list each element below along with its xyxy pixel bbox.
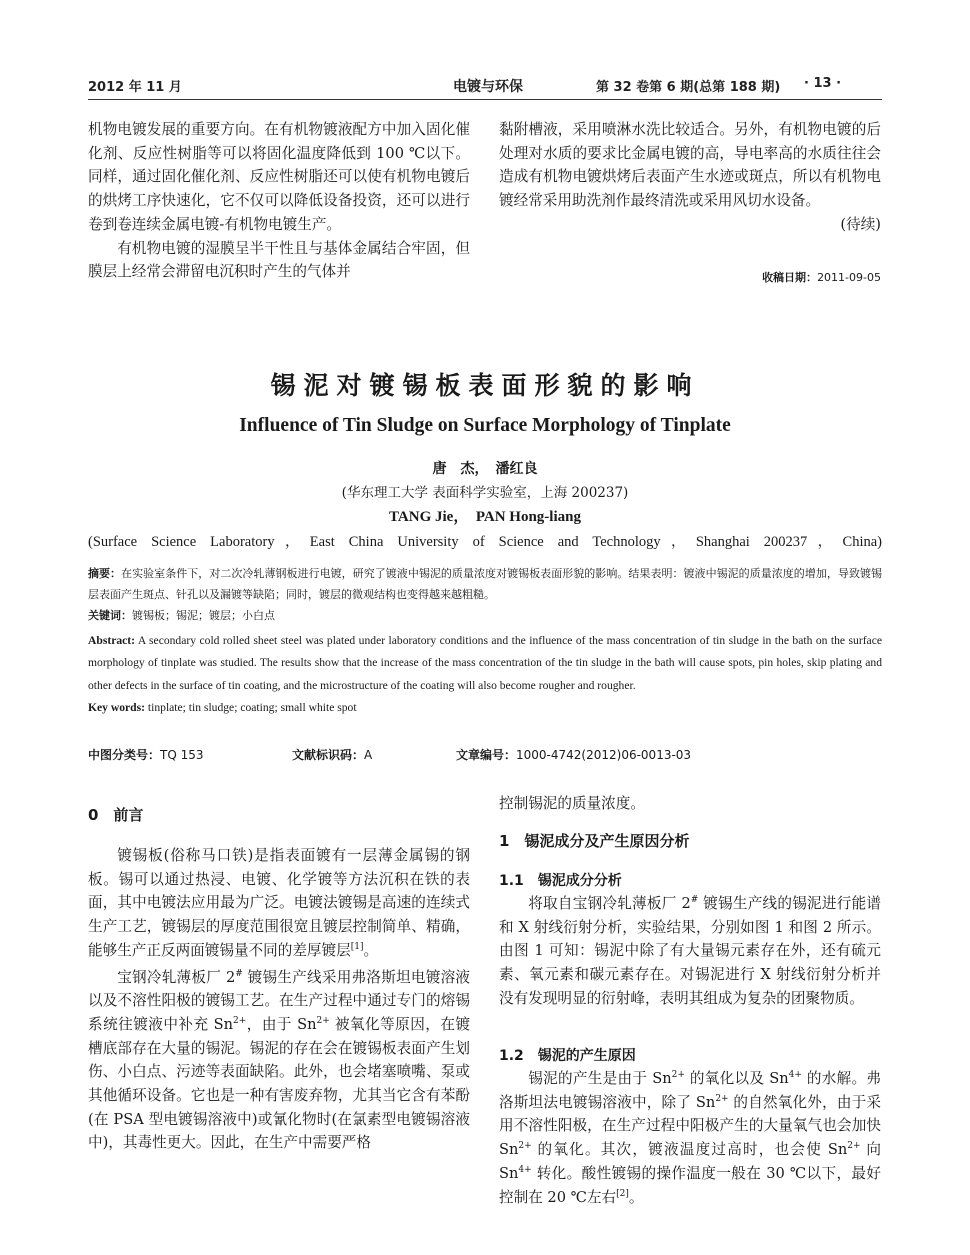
doc-code-value: A bbox=[364, 748, 373, 762]
section-0-paragraph-1 bbox=[88, 844, 470, 963]
article-no-value: 1000-4742(2012)06-0013-03 bbox=[516, 748, 692, 762]
section-1-2-heading: 1.2 锡泥的产生原因 bbox=[499, 1048, 636, 1064]
abstract-cn-text: 在实验室条件下，对二次冷轧薄钢板进行电镀，研究了镀液中锡泥的质量浓度对镀锡板表面形貌的影响。结果表明：镀液中锡泥的质量浓度的增加，导致镀锡层表面产生斑点、针孔以及漏镀等缺陷；同时，镀层的微观结构也变得越来越粗糙。 bbox=[88, 567, 883, 601]
section-1-1-heading: 1.1 锡泥成分分析 bbox=[499, 873, 622, 889]
s0-p2a: 宝钢冷轧薄板厂 2 bbox=[117, 968, 236, 986]
prev-article-right-column bbox=[499, 118, 881, 237]
clc-value: TQ 153 bbox=[160, 748, 204, 762]
abstract-en-text: A secondary cold rolled sheet steel was plated under laboratory conditions and the influence of the mass concentration of tin sludge in the bath on the surface morphology of tinplate was studied. The results show that the increase of the mass concentration of the tin sludge in the bath will cause spots, pin holes, skip plating and other defects in the surface of tin coating, and the microstructure of the coating will also become rougher and rougher. bbox=[88, 634, 882, 692]
received-label: 收稿日期： bbox=[762, 271, 818, 284]
received-date: 2011-09-05 bbox=[817, 271, 881, 284]
s12-sup6: 4+ bbox=[518, 1164, 532, 1175]
header-page: · 13 · bbox=[804, 76, 842, 91]
abstract-cn bbox=[88, 563, 882, 605]
keywords-en-text: tinplate; tin sludge; coating; small white spot bbox=[147, 700, 357, 714]
section-1-2-body bbox=[499, 1067, 881, 1209]
article-no-label: 文章编号： bbox=[456, 748, 517, 762]
received-date-line bbox=[750, 269, 881, 285]
s12-sup4: 2+ bbox=[518, 1141, 532, 1152]
s12-a: 锡泥的产生是由于 Sn bbox=[528, 1070, 672, 1087]
s12-c: 的水解。弗洛斯坦法电镀锡溶液中，除了 Sn bbox=[499, 1070, 882, 1111]
abstract-en-block bbox=[88, 630, 882, 719]
s12-g: 转化。酸性镀锡的操作温度一般在 30 ℃以下，最好控制在 20 ℃左右 bbox=[499, 1164, 881, 1206]
abstract-en-label: Abstract: bbox=[88, 634, 136, 647]
header-volume: 第 32 卷第 6 期(总第 188 期) bbox=[596, 80, 781, 95]
s12-e: 的氧化。其次，镀液温度过高时，也会使 Sn bbox=[531, 1141, 848, 1159]
prev-left-paragraph-1: 机物电镀发展的重要方向。在有机物镀液配方中加入固化催化剂、反应性树脂等可以将固化温度降低到 100 ℃以下。同样，通过固化催化剂、反应性树脂还可以使有机物电镀后的烘烤工序快速化，它不仅可以降低设备投资，还可以进行卷到卷连续金属电镀-有机物电镀生产。 bbox=[88, 121, 470, 233]
abstract-cn-block bbox=[88, 563, 882, 626]
section-1-2-paragraph bbox=[499, 1067, 881, 1209]
authors-en: TANG Jie， PAN Hong-liang bbox=[389, 509, 581, 525]
s12-b: 的氧化以及 Sn bbox=[684, 1070, 789, 1087]
keywords-cn-text: 镀锡板；锡泥；镀层；小白点 bbox=[132, 609, 275, 622]
s0-p1-text: 镀锡板(俗称马口铁)是指表面镀有一层薄金属锡的钢板。锡可以通过热浸、电镀、化学镀等方法沉积在铁的表面，其中电镀法应用最为广泛。电镀法镀锡是高速的连续式生产工艺，镀锡层的厚度范围很宽且镀层控制简单、精确，能够生产正反两面镀锡量不同的差厚镀层 bbox=[88, 847, 470, 959]
doc-code-label: 文献标识码： bbox=[292, 748, 365, 762]
section-1-1-body bbox=[499, 892, 881, 1011]
article-title-en: Influence of Tin Sludge on Surface Morphology of Tinplate bbox=[239, 415, 731, 436]
keywords-cn-label: 关键词： bbox=[88, 609, 132, 622]
s11-b: 镀锡生产线的锡泥进行能谱和 X 射线衍射分析，实验结果，分别如图 1 和图 2 所示。由图 1 可知：锡泥中除了有大量锡元素存在外，还有硫元素、氧元素和碳元素存在。对锡泥进行 X 射线衍射分析并没有发现明显的衍射峰，表明其组成为复杂的团聚物质。 bbox=[499, 895, 881, 1007]
s12-ref: [2] bbox=[616, 1188, 629, 1199]
clc-line bbox=[88, 746, 204, 763]
keywords-en bbox=[88, 697, 882, 719]
s11-sup: # bbox=[690, 895, 699, 906]
s0-p2-sup1: # bbox=[235, 968, 243, 979]
prev-article-left-column bbox=[88, 118, 470, 284]
abstract-cn-label: 摘要： bbox=[88, 567, 122, 580]
keywords-en-label: Key words: bbox=[88, 700, 145, 714]
prev-right-paragraph-1: 黏附槽液，采用喷淋水洗比较适合。另外，有机物电镀的后处理对水质的要求比金属电镀的高，导电率高的水质往往会造成有机物电镀烘烤后表面产生水迹或斑点，所以有机物电镀经常采用助洗剂作最终清洗或采用风切水设备。 bbox=[499, 121, 881, 210]
s12-sup3: 2+ bbox=[715, 1093, 729, 1104]
section-1-heading: 1 锡泥成分及产生原因分析 bbox=[499, 832, 690, 850]
s12-d: 的自然氧化外，由于采用不溶性阳极，在生产过程中阳极产生的大量氧气也会加快 Sn bbox=[499, 1093, 881, 1159]
article-title-cn: 锡泥对镀锡板表面形貌的影响 bbox=[270, 371, 700, 400]
s11-a: 将取自宝钢冷轧薄板厂 2 bbox=[528, 895, 691, 912]
s0-p2b: 镀锡生产线采用弗洛斯坦电镀溶液以及不溶性阳极的镀锡工艺。在生产过程中通过专门的熔锡系统往镀液中补充 Sn bbox=[88, 968, 470, 1033]
s12-f: 向 Sn bbox=[499, 1141, 881, 1182]
keywords-cn bbox=[88, 605, 882, 626]
s0-p2-sup2: 2+ bbox=[233, 1016, 247, 1027]
affiliation-en: (Surface Science Laboratory，East China University of Science and Technology，Shanghai 200237，China) bbox=[88, 534, 882, 550]
section-0-paragraph-2 bbox=[88, 966, 470, 1156]
s0-p1-end: 。 bbox=[363, 941, 379, 959]
authors-cn: 唐 杰， 潘红良 bbox=[432, 461, 538, 477]
s12-sup2: 4+ bbox=[788, 1070, 802, 1081]
s0-p2d: 被氧化等原因，在镀槽底部存在大量的锡泥。锡泥的存在会在镀锡板表面产生划伤、小白点、污迹等表面缺陷。此外，也会堵塞喷嘴、泵或其他循环设备。它也是一种有害废弃物，尤其当它含有苯酚(在 PSA 型电镀锡溶液中)或氰化物时(在氯素型电镀锡溶液中)，其毒性更大。因此，在生产中需要严格 bbox=[88, 1015, 470, 1152]
header-rule bbox=[88, 99, 882, 100]
s12-sup5: 2+ bbox=[847, 1141, 861, 1152]
s0-p2c: ，由于 Sn bbox=[246, 1015, 317, 1033]
affiliation-cn: (华东理工大学 表面科学实验室，上海 200237) bbox=[341, 485, 629, 501]
article-no-line bbox=[456, 746, 691, 763]
s0-p1-ref: [1] bbox=[350, 941, 364, 952]
header-date: 2012 年 11 月 bbox=[88, 80, 182, 95]
clc-label: 中图分类号： bbox=[88, 748, 161, 762]
prev-left-paragraph-2: 有机物电镀的湿膜呈半干性且与基体金属结合牢固，但膜层上经常会滞留电沉积时产生的气体并 bbox=[88, 239, 470, 281]
section-right-top: 控制锡泥的质量浓度。 bbox=[499, 795, 645, 812]
to-be-continued: (待续) bbox=[840, 215, 881, 233]
abstract-en bbox=[88, 630, 882, 697]
section-0-heading: 0 前言 bbox=[88, 806, 144, 824]
header-journal: 电镀与环保 bbox=[453, 79, 523, 95]
doc-code-line bbox=[292, 746, 372, 763]
s0-p2-sup3: 2+ bbox=[316, 1016, 330, 1027]
s12-sup1: 2+ bbox=[671, 1070, 685, 1081]
s12-end: 。 bbox=[628, 1188, 644, 1206]
section-1-1-paragraph bbox=[499, 892, 881, 1011]
section-0-body bbox=[88, 844, 470, 1155]
